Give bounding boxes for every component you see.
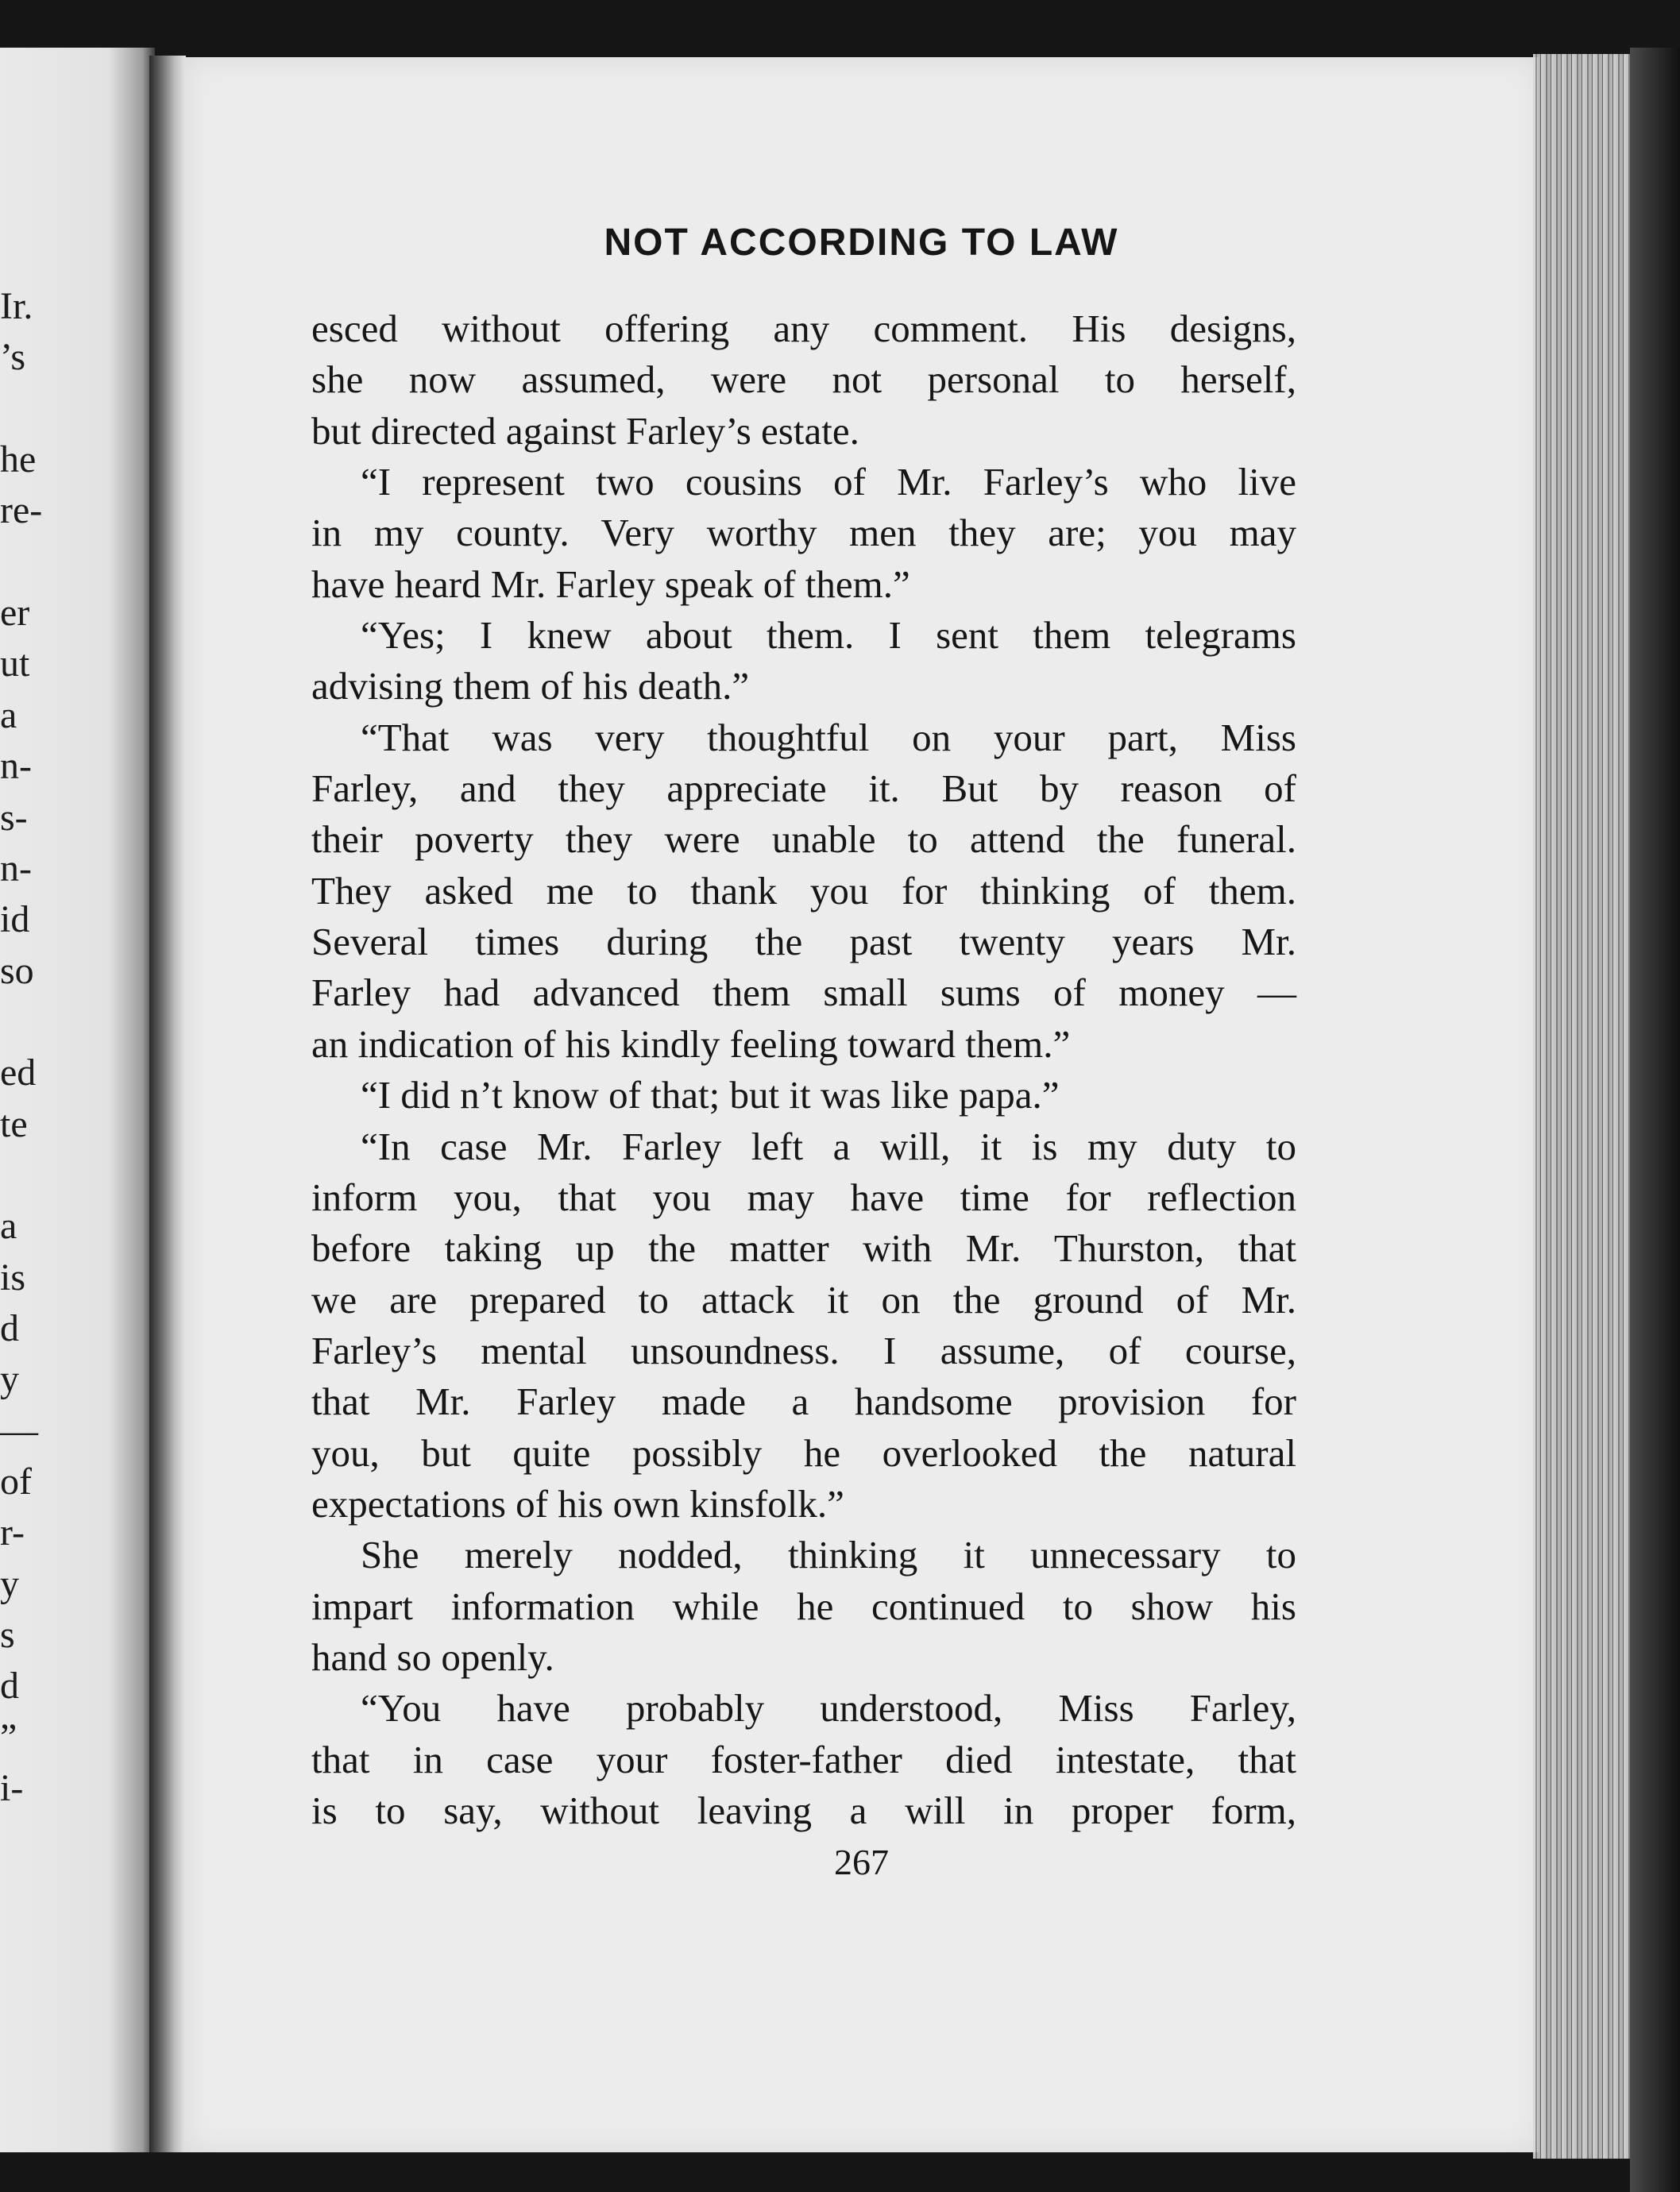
facing-page-fragment: s- bbox=[0, 796, 28, 839]
text-line: is to say, without leaving a will in proper form, bbox=[311, 1788, 1296, 1832]
text-line: They asked me to thank you for thinking of them. bbox=[311, 868, 1296, 913]
page-number: 267 bbox=[834, 1842, 889, 1882]
facing-page-fragment: r- bbox=[0, 1511, 25, 1554]
text-line: expectations of his own kinsfolk.” bbox=[311, 1481, 844, 1526]
facing-page-fragment: of bbox=[0, 1461, 32, 1503]
book-edge-shadow bbox=[1630, 48, 1680, 2192]
facing-page-fragment: a bbox=[0, 693, 17, 736]
text-line: before taking up the matter with Mr. Thurston, that bbox=[311, 1226, 1296, 1271]
facing-page-fragment: ’s bbox=[0, 336, 26, 379]
text-line: advising them of his death.” bbox=[311, 664, 750, 708]
text-line: she now assumed, were not personal to herself, bbox=[311, 357, 1296, 402]
facing-page-fragment: a bbox=[0, 1205, 17, 1248]
facing-page-fragment: ” bbox=[0, 1715, 17, 1758]
facing-page-fragment: Ir. bbox=[0, 285, 33, 327]
running-head: NOT ACCORDING TO LAW bbox=[604, 222, 1119, 264]
text-line: an indication of his kindly feeling toward them.” bbox=[311, 1021, 1071, 1066]
text-line: their poverty they were unable to attend the funeral. bbox=[311, 817, 1296, 862]
text-line: Farley’s mental unsoundness. I assume, of course, bbox=[311, 1328, 1296, 1372]
text-line: “Yes; I knew about them. I sent them telegrams bbox=[361, 613, 1296, 658]
text-line: have heard Mr. Farley speak of them.” bbox=[311, 562, 910, 606]
facing-page-fragment: he bbox=[0, 438, 37, 481]
text-line: “In case Mr. Farley left a will, it is my duty to bbox=[361, 1124, 1296, 1168]
facing-page-fragment: d bbox=[0, 1665, 19, 1708]
facing-page-fragment: ed bbox=[0, 1052, 37, 1094]
text-line: in my county. Very worthy men they are; you may bbox=[311, 511, 1296, 555]
facing-page-fragment: te bbox=[0, 1102, 28, 1145]
text-line: hand so openly. bbox=[311, 1634, 554, 1679]
text-line: “You have probably understood, Miss Farley, bbox=[361, 1686, 1296, 1731]
text-line: that Mr. Farley made a handsome provision for bbox=[311, 1380, 1296, 1424]
text-line: inform you, that you may have time for reflection bbox=[311, 1175, 1296, 1219]
body-text bbox=[311, 303, 1296, 1836]
page-edges bbox=[1533, 54, 1630, 2159]
text-line: esced without offering any comment. His designs, bbox=[311, 307, 1296, 350]
text-line: Farley, and they appreciate it. But by reason of bbox=[311, 766, 1296, 811]
facing-page-fragment: id bbox=[0, 898, 30, 941]
facing-page-fragment: n- bbox=[0, 847, 32, 890]
facing-page-fragment: s bbox=[0, 1614, 15, 1657]
facing-page-fragment: — bbox=[0, 1409, 38, 1452]
facing-page-fragment: y bbox=[0, 1358, 19, 1401]
facing-page-fragment: er bbox=[0, 592, 30, 635]
text-line: but directed against Farley’s estate. bbox=[311, 408, 859, 453]
text-line: “That was very thoughtful on your part, Miss bbox=[361, 715, 1296, 759]
text-line: Several times during the past twenty years Mr. bbox=[311, 920, 1296, 964]
text-line: you, but quite possibly he overlooked the natural bbox=[311, 1430, 1296, 1475]
facing-page-fragment: n- bbox=[0, 745, 32, 788]
facing-page-fragment: so bbox=[0, 949, 34, 992]
text-line: Farley had advanced them small sums of money — bbox=[311, 971, 1296, 1015]
facing-page-fragment: is bbox=[0, 1256, 26, 1299]
text-line: impart information while he continued to show his bbox=[311, 1584, 1296, 1628]
facing-page-fragment: y bbox=[0, 1562, 19, 1605]
text-line: She merely nodded, thinking it unnecessary to bbox=[361, 1533, 1296, 1577]
facing-page-fragment: i- bbox=[0, 1767, 24, 1810]
text-line: that in case your foster-father died intestate, that bbox=[311, 1737, 1296, 1781]
book-gutter bbox=[149, 56, 186, 2152]
facing-page-fragment: d bbox=[0, 1307, 19, 1349]
facing-page-fragment: ut bbox=[0, 643, 30, 685]
text-line: “I represent two cousins of Mr. Farley’s who live bbox=[361, 460, 1296, 504]
facing-page-fragment: re- bbox=[0, 489, 43, 532]
text-line: we are prepared to attack it on the ground of Mr. bbox=[311, 1277, 1296, 1322]
text-line: “I did n’t know of that; but it was like papa.” bbox=[361, 1073, 1060, 1117]
facing-page bbox=[0, 48, 155, 2152]
